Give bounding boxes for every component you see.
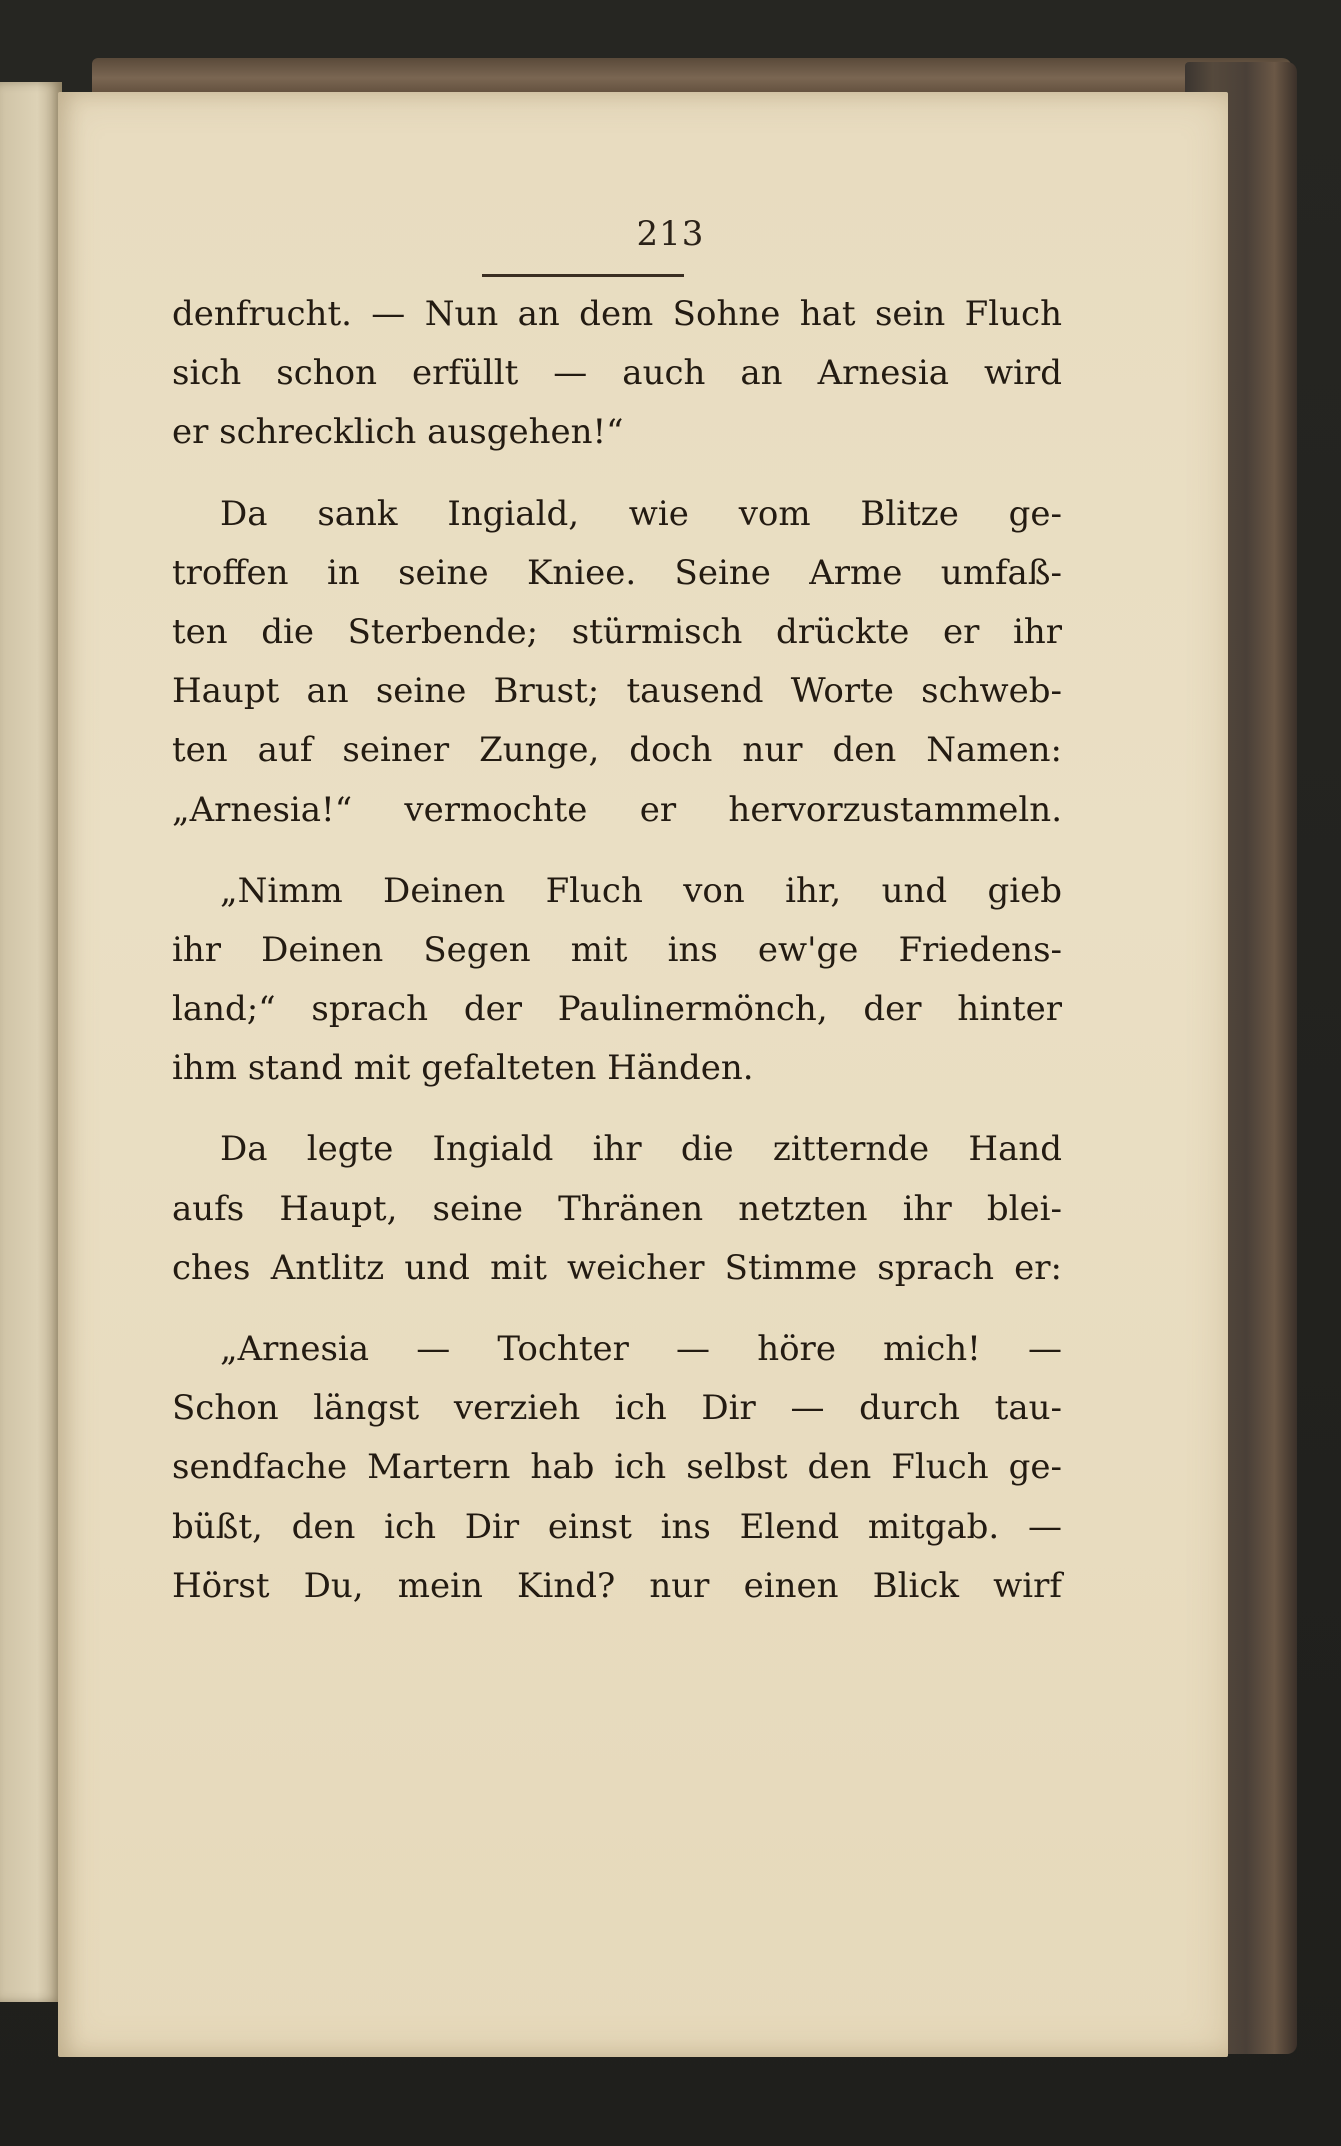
paragraph-gap (172, 1298, 1062, 1320)
text-line: er schrecklich ausgehen!“ (172, 412, 624, 453)
text-line: ihm stand mit gefalteten Händen. (172, 1048, 754, 1089)
text-line: Hörst Du, mein Kind? nur einen Blick wirf (172, 1565, 1062, 1606)
text-line: Da sank Ingiald, wie vom Blitze ge- (220, 493, 1062, 534)
page-text (172, 285, 1062, 1616)
paragraph (172, 1320, 1062, 1616)
text-line: sich schon erfüllt — auch an Arnesia wird (172, 353, 1062, 394)
paragraph (172, 1120, 1062, 1298)
text-line: denfrucht. — Nun an dem Sohne hat sein Fluch (172, 294, 1062, 334)
text-line: Da legte Ingiald ihr die zitternde Hand (220, 1129, 1062, 1170)
paragraph-gap (172, 840, 1062, 862)
text-line: Haupt an seine Brust; tausend Worte schweb- (172, 671, 1062, 712)
text-line: ten auf seiner Zunge, doch nur den Namen: (172, 730, 1062, 771)
text-line: ihr Deinen Segen mit ins ew'ge Friedens- (172, 929, 1062, 970)
text-line: aufs Haupt, seine Thränen netzten ihr blei- (172, 1188, 1062, 1229)
text-line: sendfache Martern hab ich selbst den Fluch ge- (172, 1447, 1062, 1488)
paragraph (172, 862, 1062, 1099)
paragraph-gap (172, 463, 1062, 485)
paragraph (172, 485, 1062, 840)
text-line: „Nimm Deinen Fluch von ihr, und gieb (220, 870, 1062, 911)
page-number: 213 (636, 214, 705, 254)
text-line: „Arnesia — Tochter — höre mich! — (220, 1329, 1062, 1369)
text-line: land;“ sprach der Paulinermönch, der hinter (172, 989, 1062, 1030)
text-line: troffen in seine Kniee. Seine Arme umfaß- (172, 552, 1062, 593)
text-line: Schon längst verzieh ich Dir — durch tau- (172, 1388, 1062, 1429)
text-line: ches Antlitz und mit weicher Stimme sprach er: (172, 1247, 1062, 1288)
text-line: „Arnesia!“ vermochte er hervorzustammeln. (172, 789, 1062, 830)
header-rule (482, 274, 684, 277)
paragraph-gap (172, 1098, 1062, 1120)
text-line: ten die Sterbende; stürmisch drückte er ihr (172, 611, 1062, 652)
left-page-edge (0, 82, 62, 2002)
text-line: büßt, den ich Dir einst ins Elend mitgab. — (172, 1506, 1062, 1547)
paragraph (172, 285, 1062, 463)
